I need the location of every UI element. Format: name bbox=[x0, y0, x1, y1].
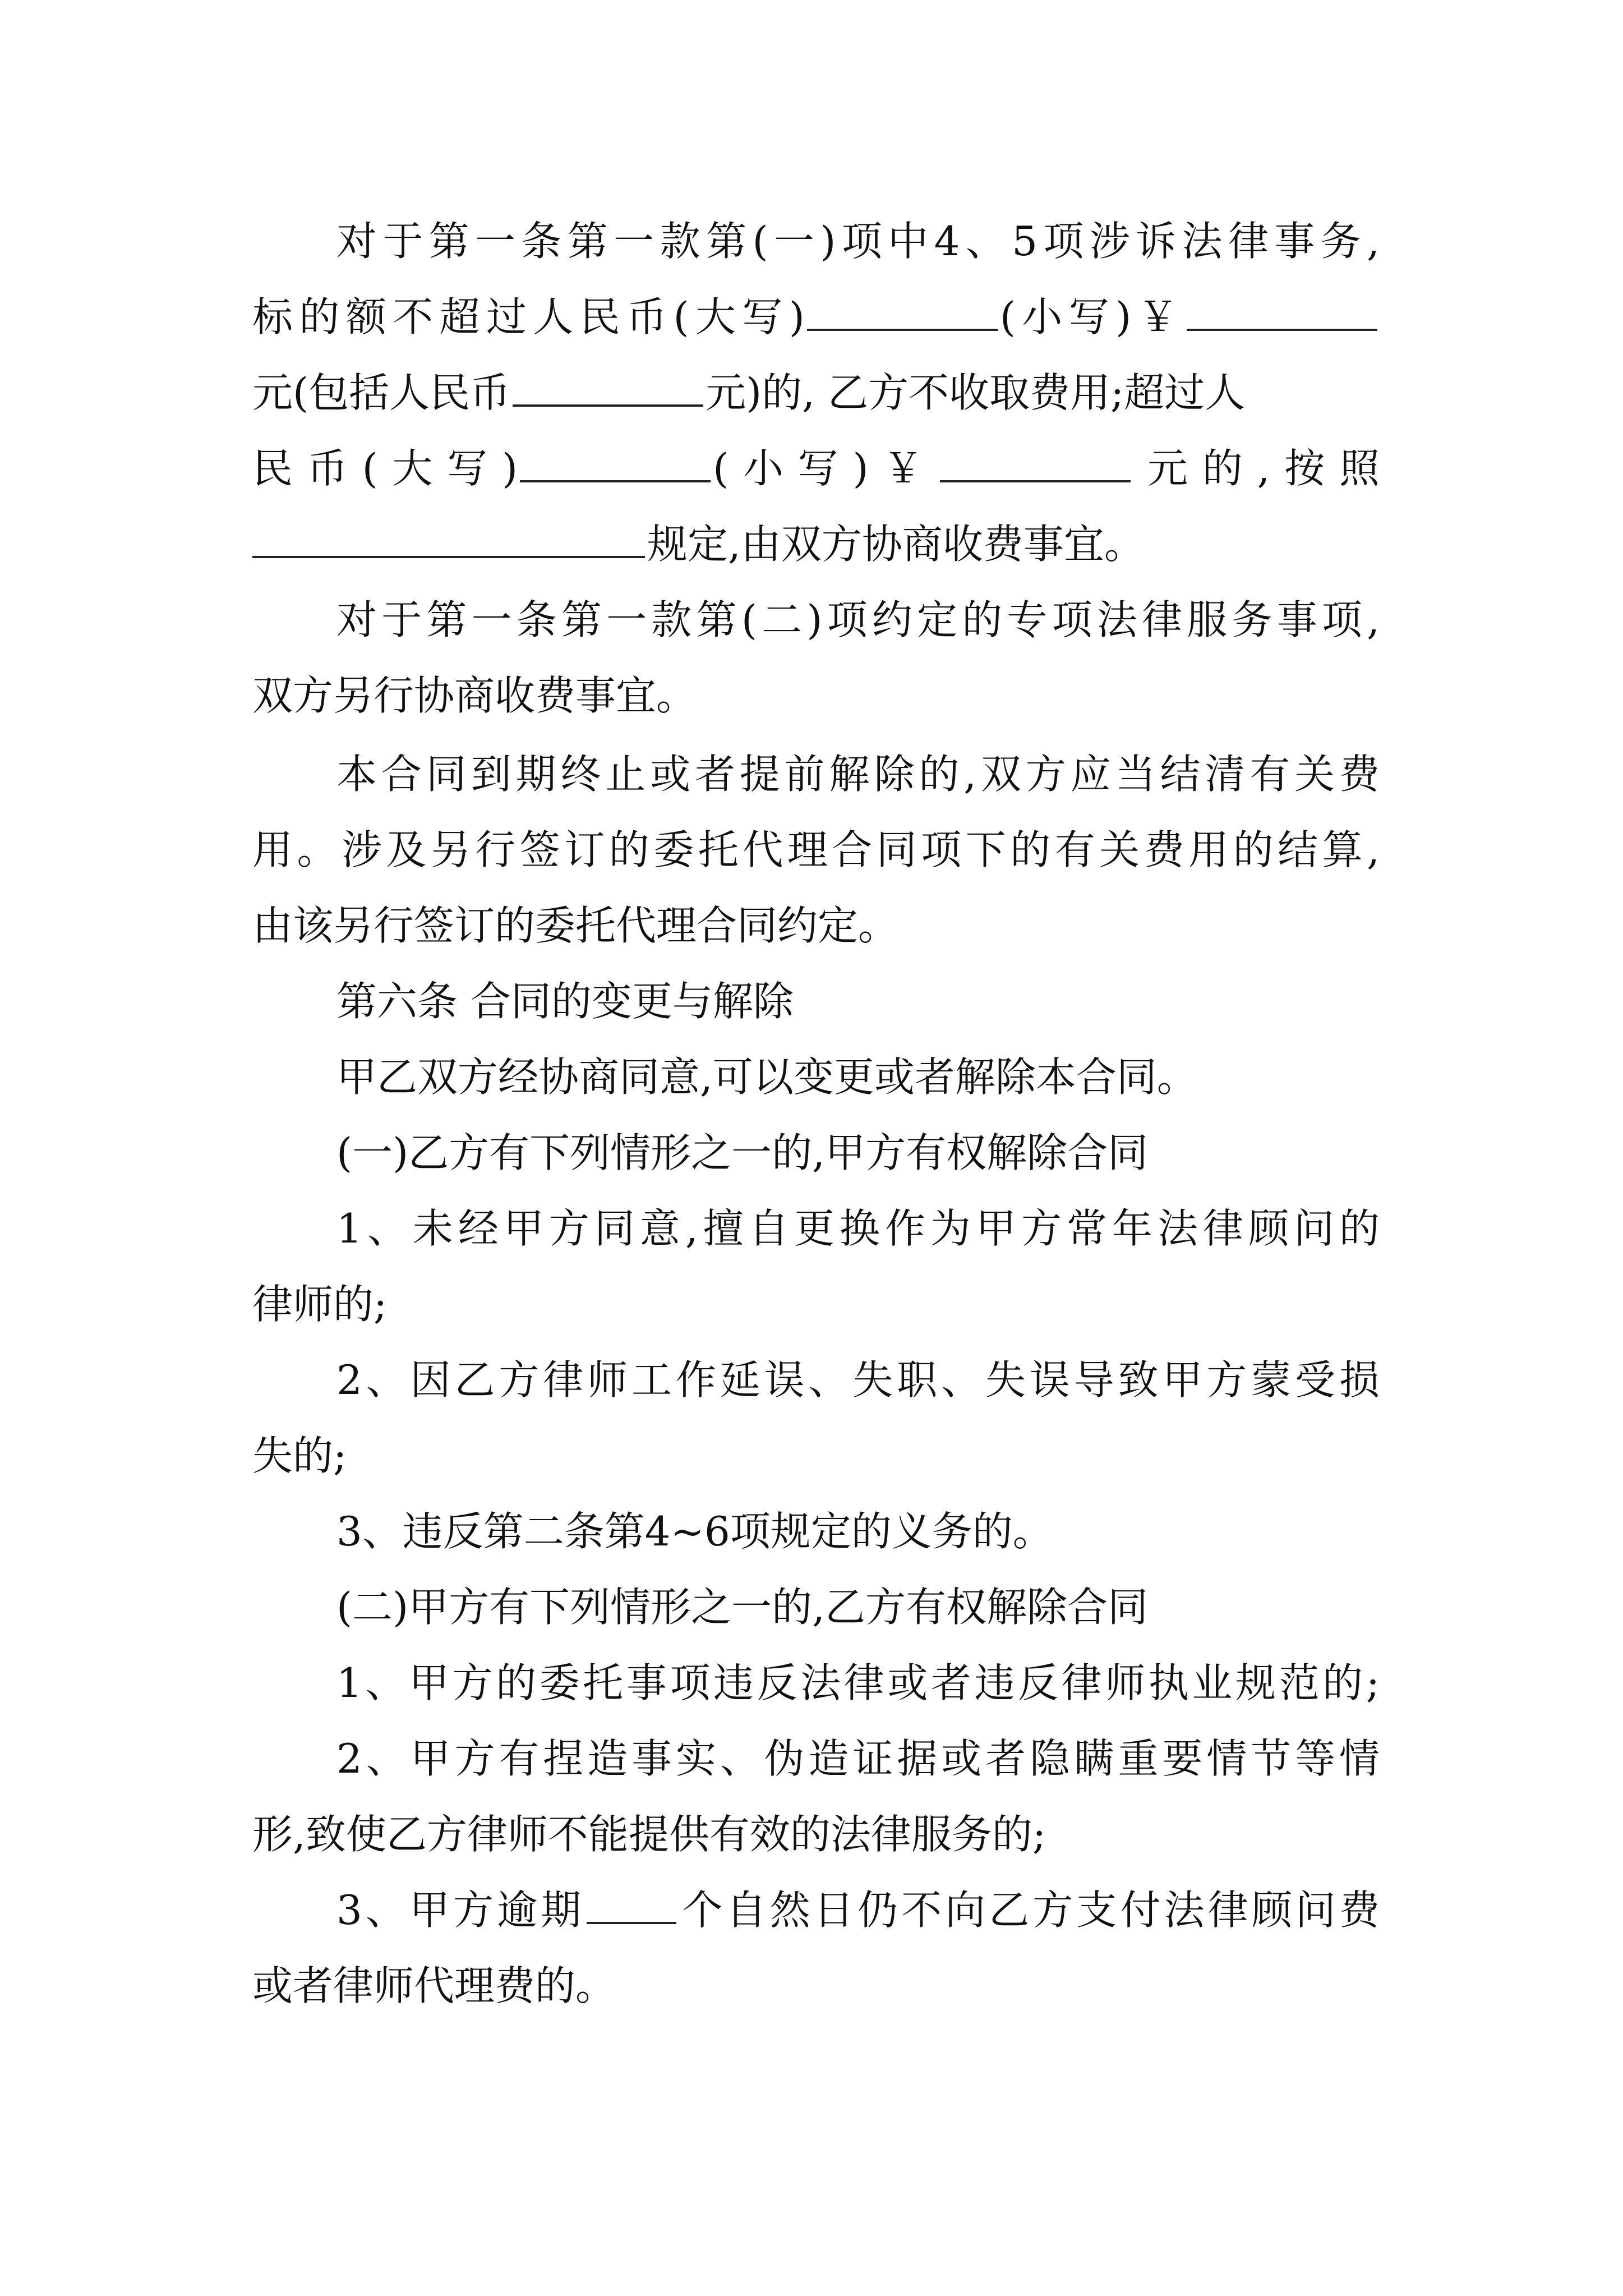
text: 对于第一条第一款第(一)项中4、5项涉诉法律事务, bbox=[336, 218, 1380, 265]
text: 民币(大写) bbox=[252, 445, 518, 492]
paragraph-line bbox=[252, 289, 1380, 345]
paragraph-line bbox=[336, 213, 1380, 269]
fill-blank bbox=[587, 1888, 676, 1924]
list-item bbox=[336, 1655, 1380, 1711]
fill-blank bbox=[520, 447, 711, 482]
text: 由该另行签订的委托代理合同约定。 bbox=[252, 902, 899, 949]
fill-blank bbox=[1187, 295, 1377, 331]
paragraph-line bbox=[252, 668, 1380, 724]
text: (小写)￥ bbox=[713, 445, 938, 492]
text: (一)乙方有下列情形之一的,甲方有权解除合同 bbox=[336, 1129, 1149, 1176]
paragraph-line bbox=[336, 592, 1380, 648]
fill-blank bbox=[940, 447, 1131, 482]
text: 失的; bbox=[252, 1432, 347, 1479]
fill-blank bbox=[513, 371, 703, 407]
fill-blank bbox=[252, 522, 645, 558]
text: 双方另行协商收费事宜。 bbox=[252, 672, 697, 719]
paragraph-line bbox=[336, 1049, 1380, 1105]
paragraph-line bbox=[336, 746, 1380, 802]
paragraph-line bbox=[252, 898, 1380, 954]
list-item bbox=[252, 1806, 1380, 1862]
text: 元)的, 乙方不收取费用;超过人 bbox=[706, 369, 1246, 416]
text: 形,致使乙方律师不能提供有效的法律服务的; bbox=[252, 1811, 1046, 1858]
list-item bbox=[336, 1352, 1380, 1408]
text: 2、因乙方律师工作延误、失职、失误导致甲方蒙受损 bbox=[336, 1356, 1380, 1404]
fill-blank bbox=[807, 295, 998, 331]
article-heading bbox=[336, 973, 1380, 1029]
text: 1、甲方的委托事项违反法律或者违反律师执业规范的; bbox=[336, 1659, 1380, 1706]
text: 元的,按照 bbox=[1133, 445, 1380, 492]
list-item bbox=[336, 1200, 1380, 1257]
list-item bbox=[252, 1276, 1380, 1332]
text: 对于第一条第一款第(二)项约定的专项法律服务事项, bbox=[336, 596, 1380, 643]
text: 甲乙双方经协商同意,可以变更或者解除本合同。 bbox=[336, 1053, 1197, 1101]
text: 律师的; bbox=[252, 1281, 388, 1328]
text: 本合同到期终止或者提前解除的,双方应当结清有关费 bbox=[336, 751, 1380, 798]
paragraph-line bbox=[252, 365, 1380, 421]
paragraph-line bbox=[252, 516, 1380, 572]
list-item bbox=[336, 1503, 1380, 1559]
text: 标的额不超过人民币(大写) bbox=[252, 293, 805, 341]
list-item bbox=[336, 1731, 1380, 1787]
text: 个自然日仍不向乙方支付法律顾问费 bbox=[679, 1887, 1380, 1934]
text: 3、违反第二条第4~6项规定的义务的。 bbox=[336, 1508, 1053, 1555]
list-item bbox=[252, 1428, 1380, 1484]
list-item bbox=[336, 1882, 1380, 1938]
section-heading bbox=[336, 1125, 1380, 1181]
text: 用。涉及另行签订的委托代理合同项下的有关费用的结算, bbox=[252, 826, 1380, 873]
section-heading bbox=[336, 1579, 1380, 1635]
text: 规定,由双方协商收费事宜。 bbox=[647, 521, 1145, 568]
text: (二)甲方有下列情形之一的,乙方有权解除合同 bbox=[336, 1584, 1149, 1631]
text: 第六条 合同的变更与解除 bbox=[336, 978, 794, 1025]
text: 2、甲方有捏造事实、伪造证据或者隐瞒重要情节等情 bbox=[336, 1735, 1380, 1782]
text: 1、未经甲方同意,擅自更换作为甲方常年法律顾问的 bbox=[336, 1205, 1380, 1252]
text: 或者律师代理费的。 bbox=[252, 1962, 616, 2009]
text: 元(包括人民币 bbox=[252, 369, 511, 416]
text: 3、甲方逾期 bbox=[336, 1887, 585, 1934]
paragraph-line bbox=[252, 440, 1380, 496]
text: (小写)￥ bbox=[999, 293, 1184, 341]
list-item bbox=[252, 1958, 1380, 2014]
paragraph-line bbox=[252, 822, 1380, 878]
